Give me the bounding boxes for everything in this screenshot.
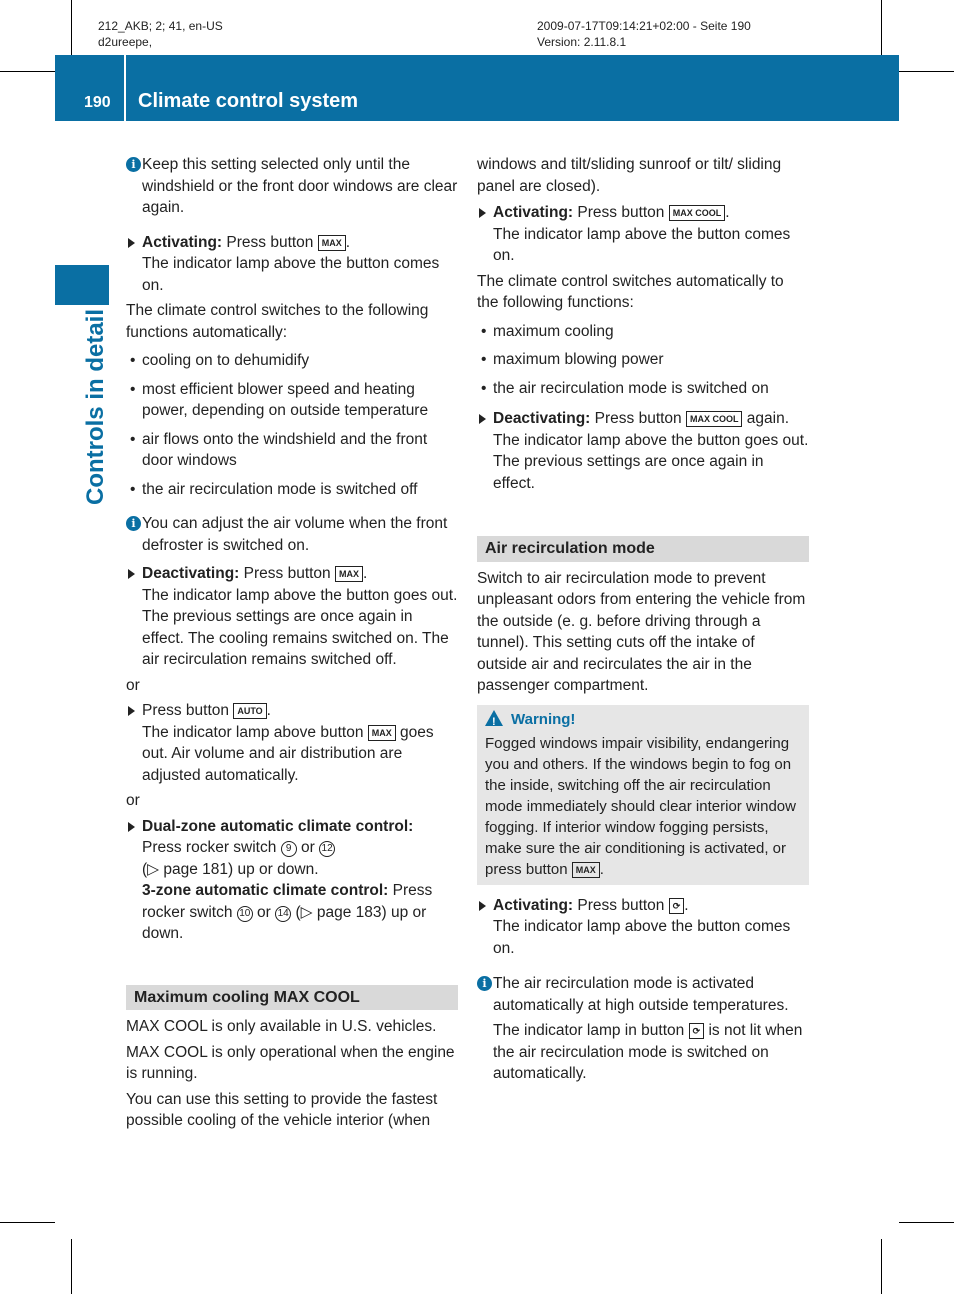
step-deactivating: Deactivating: Press button MAX . The indicator lamp above the button goes out. The previous settings are once again in effect. The cooling remains switched on. The air recirculation remains switched off. bbox=[126, 563, 458, 671]
step-arrow-icon bbox=[479, 901, 486, 911]
step-activating: Activating: Press button ⟳ . The indicator lamp above the button comes on. bbox=[477, 895, 809, 960]
info-icon: i bbox=[477, 976, 492, 991]
info-icon: i bbox=[126, 516, 141, 531]
paragraph: MAX COOL is only available in U.S. vehicles. bbox=[126, 1018, 437, 1035]
step-arrow-icon bbox=[479, 208, 486, 218]
crop-mark bbox=[71, 0, 72, 55]
paragraph: windows and tilt/sliding sunroof or tilt/ sliding panel are closed). bbox=[477, 156, 782, 195]
meta-line: 2009-07-17T09:14:21+02:00 - Seite 190 bbox=[537, 19, 751, 33]
step-deactivating: Deactivating: Press button MAX COOL again. The indicator lamp above the button goes out. The previous settings are once again in effect. bbox=[477, 408, 809, 494]
paragraph: You can use this setting to provide the fastest possible cooling of the vehicle interior (when bbox=[126, 1090, 438, 1129]
crop-mark bbox=[0, 71, 55, 72]
sidebar-tab bbox=[55, 265, 109, 305]
defrost-max-button-icon: MAX bbox=[572, 862, 600, 878]
crop-mark bbox=[899, 1222, 954, 1223]
paragraph: The indicator lamp in button ⟳ is not lit when the air recirculation mode is switched on automatically. bbox=[493, 1022, 803, 1082]
list-item: • maximum cooling bbox=[477, 321, 809, 343]
callout-number: 12 bbox=[319, 841, 335, 857]
step-arrow-icon bbox=[128, 706, 135, 716]
or-label: or bbox=[126, 792, 140, 809]
step-rocker-switch: Dual-zone automatic climate control: Press rocker switch 9 or 12 (▷ page 181) up or down. 3-zone automatic climate control: Press rocker switch 10 or 14 (▷ page 183) up or down. bbox=[126, 816, 458, 945]
callout-number: 10 bbox=[237, 906, 253, 922]
list-item: • the air recirculation mode is switched on bbox=[477, 378, 809, 400]
right-column bbox=[477, 154, 809, 1085]
crop-mark bbox=[881, 0, 882, 55]
section-heading: Air recirculation mode bbox=[477, 536, 809, 562]
list-item: • most efficient blower speed and heating power, depending on outside temperature bbox=[126, 379, 458, 422]
sidebar-label: Controls in detail bbox=[82, 308, 109, 505]
recirculation-button-icon: ⟳ bbox=[669, 898, 685, 914]
auto-button-icon: AUTO bbox=[233, 703, 266, 719]
crop-mark bbox=[899, 71, 954, 72]
info-icon: i bbox=[126, 157, 141, 172]
info-note: i The air recirculation mode is activated automatically at high outside temperatures. bbox=[477, 973, 809, 1016]
left-column bbox=[126, 154, 458, 1132]
print-meta-left bbox=[98, 18, 223, 50]
step-activating: Activating: Press button MAX . The indicator lamp above the button comes on. bbox=[126, 232, 458, 297]
step-arrow-icon bbox=[479, 414, 486, 424]
crop-mark bbox=[881, 1239, 882, 1294]
crop-mark bbox=[0, 1222, 55, 1223]
paragraph: MAX COOL is only operational when the engine is running. bbox=[126, 1043, 455, 1082]
max-cool-button-icon: MAX COOL bbox=[686, 411, 743, 427]
meta-line: Version: 2.11.8.1 bbox=[537, 35, 627, 49]
warning-icon bbox=[485, 710, 503, 726]
defrost-max-button-icon: MAX bbox=[335, 566, 363, 582]
meta-line: d2ureepe, bbox=[98, 35, 153, 49]
paragraph: The climate control switches automatically to the following functions: bbox=[477, 272, 784, 311]
step-arrow-icon bbox=[128, 822, 135, 832]
list-item: • cooling on to dehumidify bbox=[126, 350, 458, 372]
paragraph: The climate control switches to the following functions automatically: bbox=[126, 302, 429, 341]
info-note: i You can adjust the air volume when the front defroster is switched on. bbox=[126, 513, 458, 556]
meta-line: 212_AKB; 2; 41, en-US bbox=[98, 19, 223, 33]
crop-mark bbox=[71, 1239, 72, 1294]
max-cool-button-icon: MAX COOL bbox=[669, 205, 726, 221]
step-arrow-icon bbox=[128, 238, 135, 248]
section-heading: Maximum cooling MAX COOL bbox=[126, 985, 458, 1011]
paragraph: Switch to air recirculation mode to prevent unpleasant odors from entering the vehicle from the outside (e. g. before driving through a tunnel). This setting cuts off the intake of outside air and recirculates the air in the passenger compartment. bbox=[477, 569, 806, 694]
step-auto: Press button AUTO . The indicator lamp above button MAX goes out. Air volume and air distribution are adjusted automatically. bbox=[126, 700, 458, 786]
callout-number: 14 bbox=[275, 906, 291, 922]
list-item: • maximum blowing power bbox=[477, 349, 809, 371]
warning-text: Fogged windows impair visibility, endangering you and others. If the windows begin to fog on the inside, switching off the air recirculation mode immediately should clear interior window fogging. If interior window fogging persists, make sure the air conditioning is activated, or press button MAX . bbox=[485, 734, 796, 878]
warning-heading: !Warning! bbox=[485, 709, 801, 730]
step-activating: Activating: Press button MAX COOL . The indicator lamp above the button comes on. bbox=[477, 202, 809, 267]
callout-number: 9 bbox=[281, 841, 297, 857]
page-title: Climate control system bbox=[138, 90, 359, 112]
defrost-max-button-icon: MAX bbox=[368, 725, 396, 741]
page-number: 190 bbox=[84, 94, 111, 111]
header-divider bbox=[124, 55, 126, 121]
info-note: i Keep this setting selected only until the windshield or the front door windows are clear again. bbox=[126, 154, 458, 219]
list-item: • the air recirculation mode is switched off bbox=[126, 479, 458, 501]
defrost-max-button-icon: MAX bbox=[318, 235, 346, 251]
recirculation-button-icon: ⟳ bbox=[689, 1023, 705, 1039]
print-meta-right bbox=[537, 18, 751, 50]
warning-box bbox=[477, 705, 809, 885]
or-label: or bbox=[126, 676, 140, 694]
step-arrow-icon bbox=[128, 569, 135, 579]
list-item: • air flows onto the windshield and the front door windows bbox=[126, 429, 458, 472]
